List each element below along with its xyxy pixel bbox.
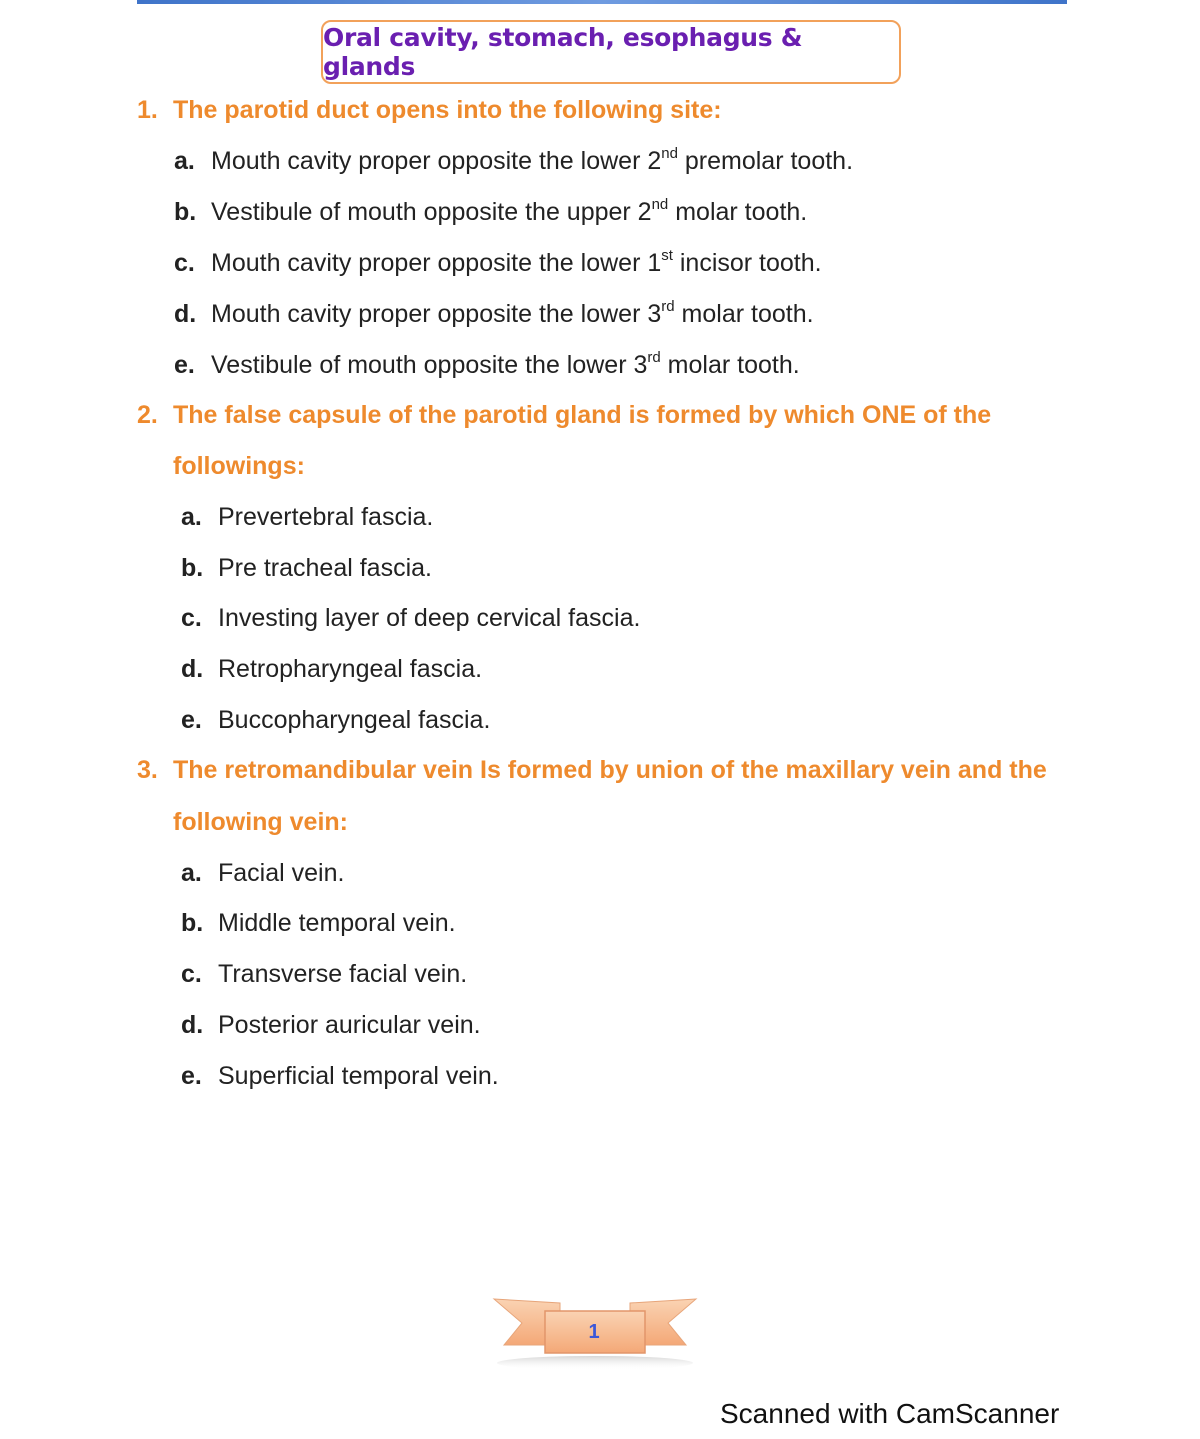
option-a [181, 503, 433, 532]
option-text-end: molar tooth. [668, 198, 808, 226]
option-letter: d. [181, 1011, 204, 1039]
option-text: Middle temporal vein. [218, 909, 456, 937]
option-letter: c. [181, 604, 202, 632]
top-rule [137, 0, 1067, 4]
question-stem [137, 756, 1047, 785]
option-letter: e. [174, 351, 195, 379]
ordinal-suffix: rd [661, 298, 675, 315]
question-text-continued: followings: [173, 452, 305, 480]
option-b [181, 554, 432, 583]
page-number: 1 [588, 1320, 600, 1343]
option-a [181, 859, 344, 888]
option-letter: e. [181, 706, 202, 734]
option-text: Pre tracheal fascia. [218, 554, 432, 582]
question-number: 2. [137, 401, 158, 429]
option-a [174, 147, 853, 176]
option-d [174, 300, 814, 329]
option-e [181, 706, 490, 735]
option-text-end: molar tooth. [660, 351, 800, 379]
question-number: 3. [137, 756, 158, 784]
option-text: Facial vein. [218, 859, 345, 887]
ordinal-suffix: st [661, 247, 673, 264]
option-letter: d. [174, 300, 197, 328]
ordinal-suffix: rd [647, 349, 661, 366]
option-text: Vestibule of mouth opposite the upper 2 [211, 198, 652, 226]
option-letter: b. [181, 909, 204, 937]
option-b [181, 909, 456, 938]
option-letter: a. [174, 147, 195, 175]
ordinal-suffix: nd [661, 145, 678, 162]
ordinal-suffix: nd [651, 196, 669, 213]
option-letter: d. [181, 655, 204, 683]
option-text: Buccopharyngeal fascia. [218, 706, 491, 734]
option-text: Retropharyngeal fascia. [218, 655, 483, 683]
option-text: Investing layer of deep cervical fascia. [218, 604, 641, 632]
option-text: Mouth cavity proper opposite the lower 1 [211, 249, 662, 277]
option-text: Mouth cavity proper opposite the lower 2 [211, 147, 662, 175]
option-letter: b. [181, 554, 204, 582]
option-letter: c. [174, 249, 195, 277]
option-letter: c. [181, 960, 202, 988]
option-text: Vestibule of mouth opposite the lower 3 [211, 351, 648, 379]
option-letter: a. [181, 859, 202, 887]
option-text-end: incisor tooth. [672, 249, 822, 277]
question-text: The retromandibular vein Is formed by union of the maxillary vein and the [173, 756, 1047, 784]
page-title: Oral cavity, stomach, esophagus & glands [321, 20, 901, 84]
question-text-continued: following vein: [173, 808, 348, 836]
option-text-end: molar tooth. [674, 300, 814, 328]
option-c [181, 604, 640, 633]
option-text: Mouth cavity proper opposite the lower 3 [211, 300, 662, 328]
option-text: Transverse facial vein. [218, 960, 468, 988]
option-letter: e. [181, 1062, 202, 1090]
question-number: 1. [137, 96, 158, 124]
option-d [181, 1011, 481, 1040]
option-letter: a. [181, 503, 202, 531]
question-stem [137, 96, 722, 125]
option-e [174, 351, 800, 380]
option-c [181, 960, 467, 989]
option-text-end: premolar tooth. [677, 147, 854, 175]
option-e [181, 1062, 499, 1091]
scanner-watermark: Scanned with CamScanner [720, 1398, 1060, 1429]
option-text: Prevertebral fascia. [218, 503, 434, 531]
option-c [174, 249, 822, 278]
option-d [181, 655, 482, 684]
question-text: The false capsule of the parotid gland is formed by which ONE of the [173, 401, 992, 429]
option-text: Superficial temporal vein. [218, 1062, 499, 1090]
option-b [174, 198, 807, 227]
question-text: The parotid duct opens into the following site: [173, 96, 722, 124]
question-stem [137, 401, 991, 430]
option-text: Posterior auricular vein. [218, 1011, 481, 1039]
option-letter: b. [174, 198, 197, 226]
